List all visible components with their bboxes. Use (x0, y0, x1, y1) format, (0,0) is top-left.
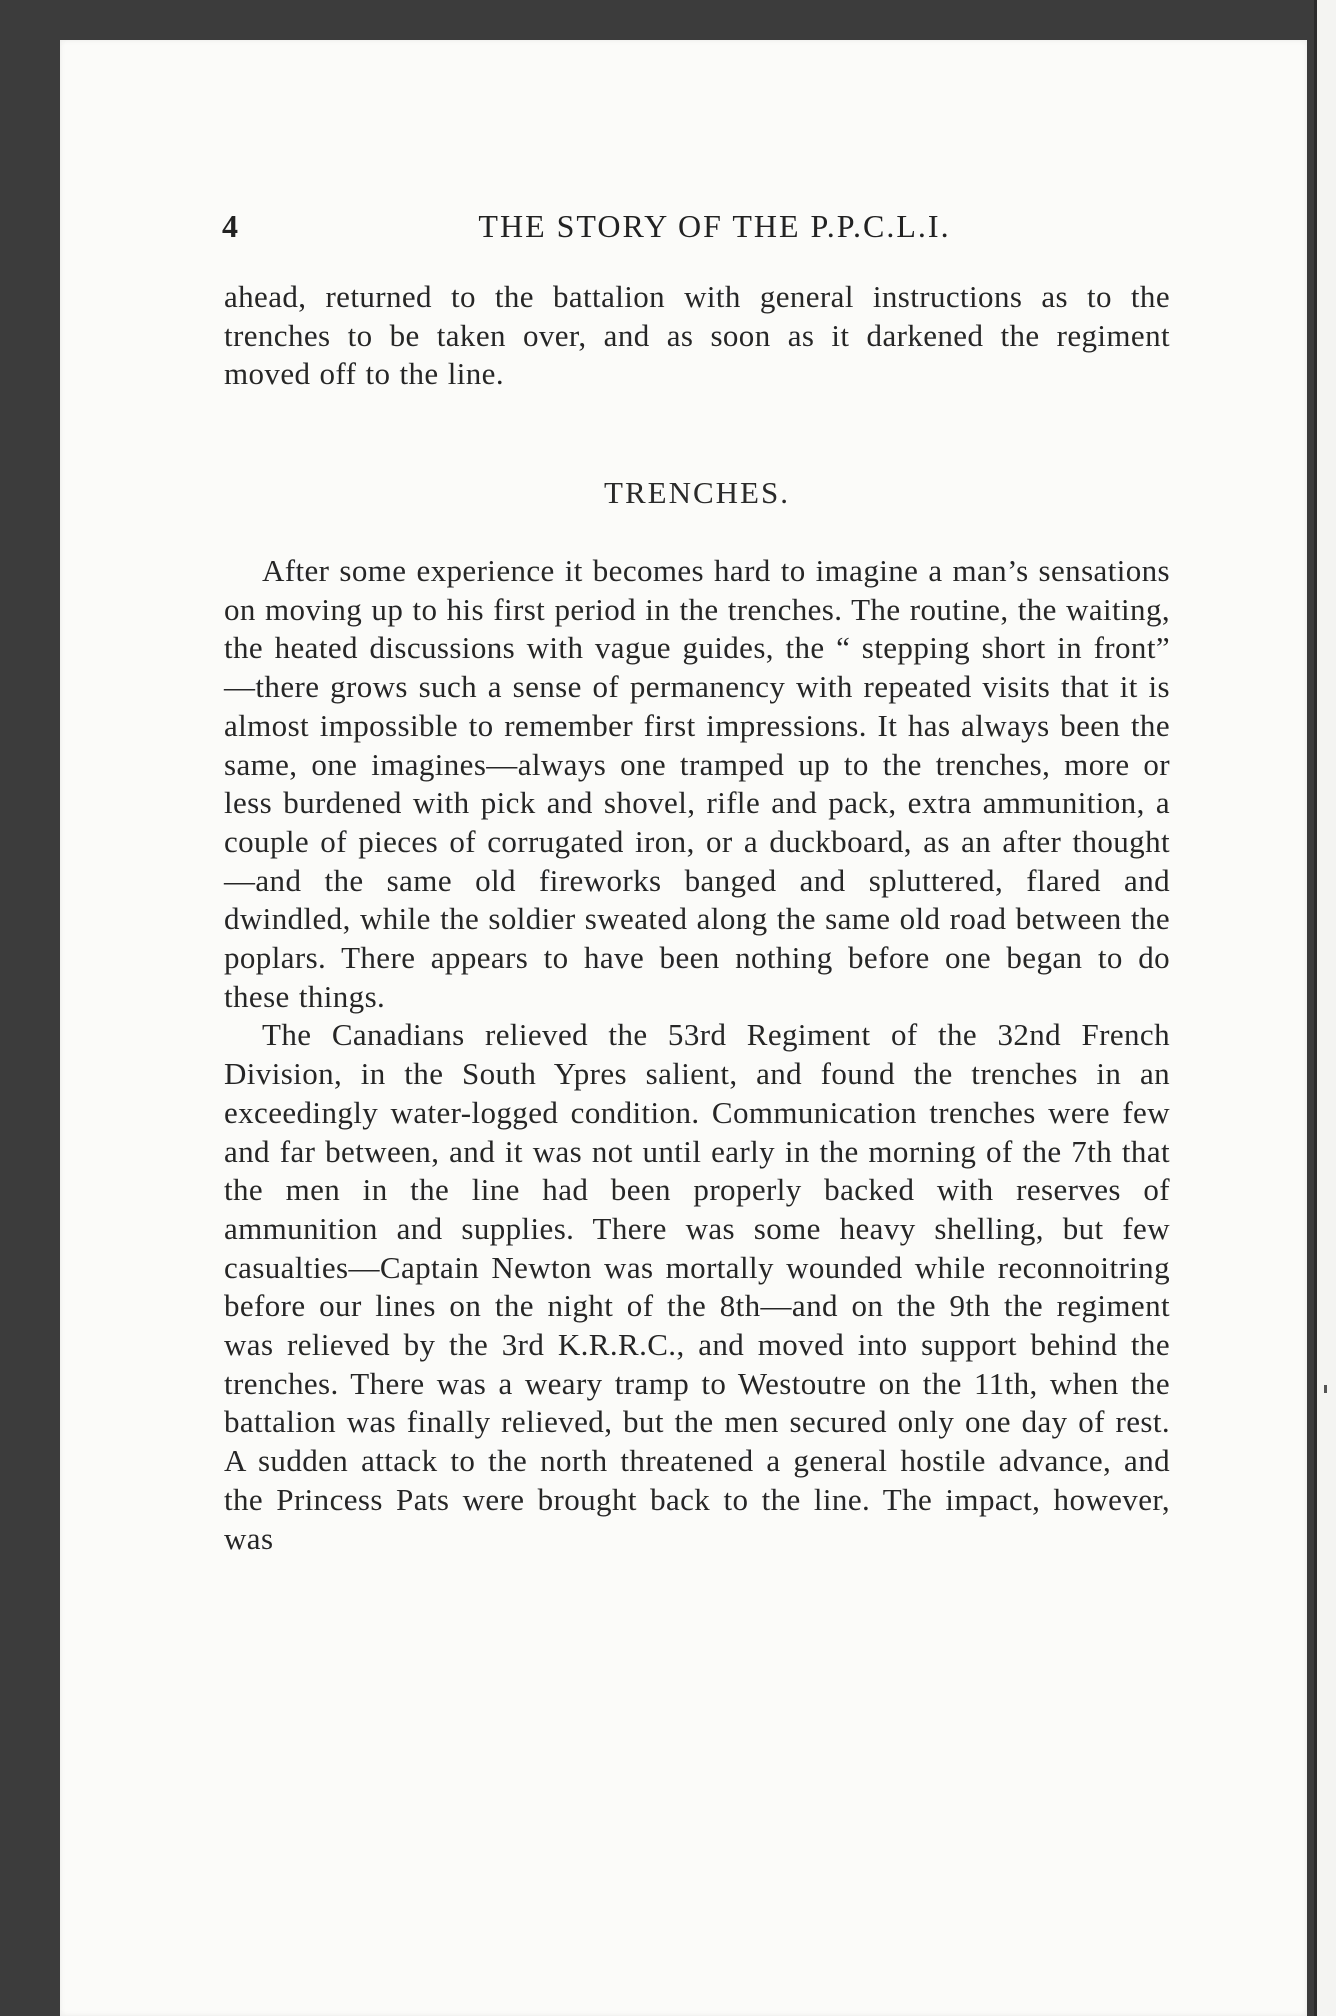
continued-paragraph (224, 278, 1170, 394)
paragraph-2: The Canadians relieved the 53rd Regiment of the 32nd French Division, in the South Ypres salient, and found the trenches in an exceedingly water-logged condition. Communication trenches were few and far between, and it was not until early in the morning of the 7th that the men in the line had been properly backed with reserves of ammunition and supplies. There was some heavy shelling, but few casualties—Captain Newton was mortally wounded while reconnoitring before our lines on the night of the 8th—and on the 9th the regiment was relieved by the 3rd K.R.R.C., and moved into support behind the trenches. There was a weary tramp to Westoutre on the 11th, when the battalion was finally relieved, but the men secured only one day of rest. A sudden attack to the north threatened a general hostile advance, and the Princess Pats were brought back to the line. The impact, however, was (224, 1017, 1170, 1556)
section-body (224, 552, 1170, 1558)
section-heading: TRENCHES. (604, 475, 790, 510)
page-edge-mark (1324, 1385, 1327, 1393)
paragraph-1: After some experience it becomes hard to imagine a man’s sensations on moving up to his first period in the trenches. The routine, the waiting, the heated discussions with vague guides, the “ stepping short in front” —there grows such a sense of permanency with repeated visits that it is almost impossible to remember first impressions. It has always been the same, one imagines—always one tramped up to the trenches, more or less burdened with pick and shovel, rifle and pack, extra ammunition, a couple of pieces of corrugated iron, or a duckboard, as an after thought—and the same old fireworks banged and spluttered, flared and dwindled, while the soldier sweated along the same old road between the poplars. There appears to have been nothing before one began to do these things. (224, 553, 1170, 1014)
paragraph-text: ahead, returned to the battalion with general instructions as to the trenches to be taken over, and as soon as it darkened the regiment moved off to the line. (224, 279, 1170, 392)
page-header (222, 208, 1177, 252)
adjacent-page-edge (1314, 0, 1336, 2016)
running-head: THE STORY OF THE P.P.C.L.I. (478, 208, 951, 244)
page-number: 4 (222, 208, 238, 244)
